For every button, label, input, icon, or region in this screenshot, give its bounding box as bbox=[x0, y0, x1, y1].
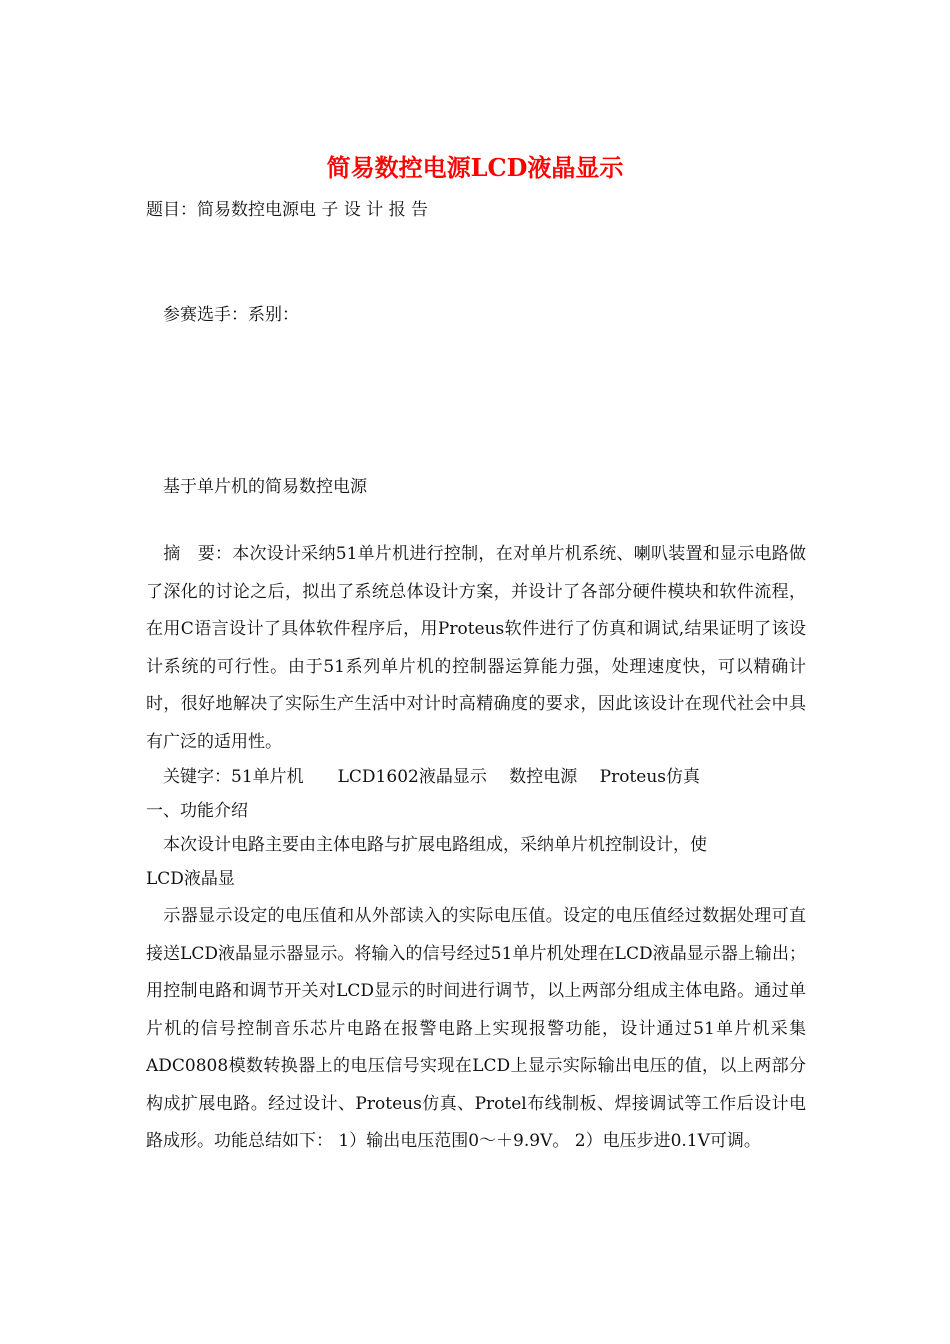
abstract-paragraph: 摘 要：本次设计采纳51单片机进行控制，在对单片机系统、喇叭装置和显示电路做了深化的讨论之后，拟出了系统总体设计方案，并设计了各部分硬件模块和软件流程，在用C语言设计了具体软件程序后，用Proteus软件进行了仿真和调试,结果证明了该设计系统的可行性。由于51系列单片机的控制器运算能力强，处理速度快，可以精确计时，很好地解决了实际生产生活中对计时高精确度的要求，因此该设计在现代社会中具有广泛的适用性。 bbox=[146, 544, 806, 752]
participants-line: 参赛选手：系别： bbox=[163, 305, 299, 325]
section-paragraph-line: 本次设计电路主要由主体电路与扩展电路组成，采纳单片机控制设计，使 bbox=[163, 835, 707, 855]
section-paragraph-line: LCD液晶显 bbox=[146, 869, 235, 889]
keywords-line: 关键字：51单片机 LCD1602液晶显示 数控电源 Proteus仿真 bbox=[163, 767, 700, 787]
subject-line: 题目：简易数控电源电 子 设 计 报 告 bbox=[146, 200, 429, 220]
document-title: 简易数控电源LCD液晶显示 bbox=[326, 153, 624, 182]
project-name: 基于单片机的简易数控电源 bbox=[163, 477, 367, 497]
section-paragraph: 示器显示设定的电压值和从外部读入的实际电压值。设定的电压值经过数据处理可直接送LCD液晶显示器显示。将输入的信号经过51单片机处理在LCD液晶显示器上输出；用控制电路和调节开关对LCD显示的时间进行调节，以上两部分组成主体电路。通过单片机的信号控制音乐芯片电路在报警电路上实现报警功能，设计通过51单片机采集ADC0808模数转换器上的电压信号实现在LCD上显示实际输出电压的值，以上两部分构成扩展电路。经过设计、Proteus仿真、Protel布线制板、焊接调试等工作后设计电路成形。功能总结如下： 1）输出电压范围0～＋9.9V。 2）电压步进0.1V可调。 bbox=[146, 906, 806, 1151]
section-heading: 一、功能介绍 bbox=[146, 801, 248, 821]
